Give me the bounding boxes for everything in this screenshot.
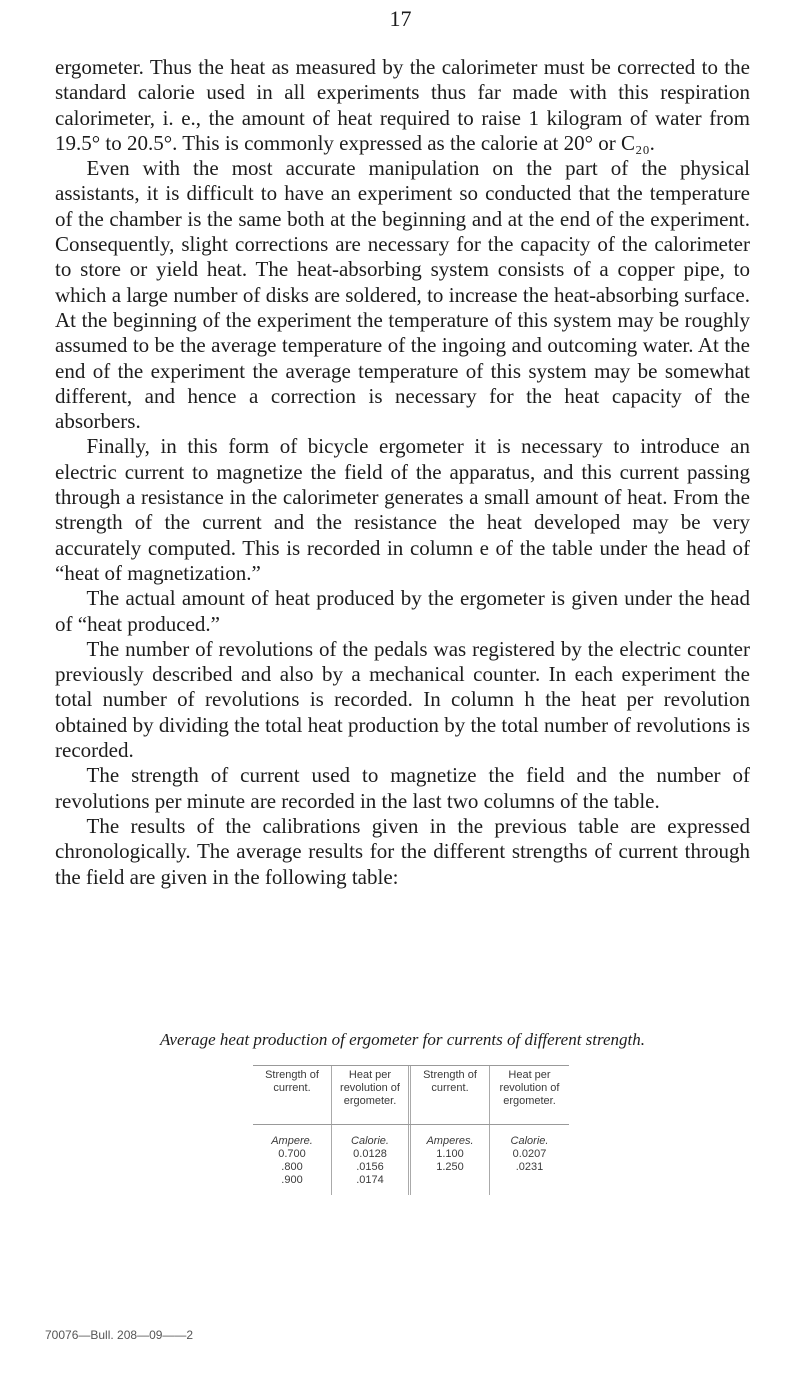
table-cell: .0231 (515, 1161, 544, 1173)
table-cell: 0.0128 (332, 1148, 411, 1161)
results-table (253, 1065, 569, 1195)
paragraph: The number of revolutions of the pedals was registered by the electric counter previously described and also by a mechanical counter. In each experiment the total number of revolutions is recorded. In column h the heat per revolution obtained by dividing the total heat production by the total number of revolutions is recorded. (55, 636, 750, 763)
table-cell: .800 (253, 1161, 332, 1174)
table-header-row (253, 1066, 569, 1124)
table-cell: 1.100 (411, 1148, 490, 1161)
paragraph: Finally, in this form of bicycle ergometer it is necessary to introduce an electric current to magnetize the field of the apparatus, and this current passing through a resistance in the calorimeter generates a small amount of heat. From the strength of the current and the resistance the heat developed may be very accurately computed. This is recorded in column e of the table under the head of “heat of magnetization.” (55, 434, 750, 585)
paragraph: The strength of current used to magnetize the field and the number of revolutions per minute are recorded in the last two columns of the table. (55, 763, 750, 813)
table-row (253, 1161, 569, 1174)
body-text (55, 55, 750, 890)
table-header-cell: Strength of current. (411, 1066, 490, 1124)
table-cell (411, 1174, 490, 1187)
table-cell: 0.0207 (512, 1148, 547, 1160)
table-header-cell: Heat per revolution of ergometer. (332, 1066, 411, 1124)
table-header-cell: Heat per revolution of ergometer. (499, 1069, 560, 1107)
table-caption: Average heat production of ergometer for currents of different strength. (159, 1030, 646, 1049)
table-unit-cell: Calorie. (510, 1135, 549, 1147)
table-cell (490, 1174, 569, 1187)
table-row (253, 1148, 569, 1161)
paragraph: Even with the most accurate manipulation on the part of the physical assistants, it is difficult to have an experiment so conducted that the temperature of the chamber is the same both at the beginning and at the end of the experiment. Consequently, slight corrections are necessary for the capacity of the calorimeter to store or yield heat. The heat-absorbing system consists of a copper pipe, to which a large number of disks are soldered, to increase the heat-absorbing surface. At the beginning of the experiment the temperature of this system may be roughly assumed to be the average temperature of the ingoing and outcoming water. At the end of the experiment the average temperature of this system may be somewhat different, and hence a correction is necessary for the heat capacity of the absorbers. (55, 156, 750, 434)
table-units-row (253, 1125, 569, 1148)
paragraph: The actual amount of heat produced by the ergometer is given under the head of “heat produced.” (55, 586, 750, 636)
paragraph: ergometer. Thus the heat as measured by the calorimeter must be corrected to the standard calorie used in all experiments thus far made with this respiration calorimeter, i. e., the amount of heat required to raise 1 kilogram of water from 19.5° to 20.5°. This is commonly expressed as the calorie at 20° or C₂₀. (55, 55, 750, 155)
table-cell: 0.700 (253, 1148, 332, 1161)
table-unit-cell: Calorie. (332, 1125, 411, 1148)
table-row (253, 1174, 569, 1187)
table-unit-cell: Amperes. (411, 1125, 490, 1148)
table-cell: .0174 (332, 1174, 411, 1187)
printer-footer: 70076—Bull. 208—09——2 (45, 1328, 194, 1342)
table-header-cell: Strength of current. (253, 1066, 332, 1124)
paragraph: The results of the calibrations given in the previous table are expressed chronologically. The average results for the different strengths of current through the field are given in the following table: (55, 813, 750, 889)
table-bottom-spacer (253, 1187, 569, 1195)
page-number: 17 (389, 6, 412, 31)
table-cell: .900 (253, 1174, 332, 1187)
table-unit-cell: Ampere. (253, 1125, 332, 1148)
table-cell: 1.250 (411, 1161, 490, 1174)
table-cell: .0156 (332, 1161, 411, 1174)
